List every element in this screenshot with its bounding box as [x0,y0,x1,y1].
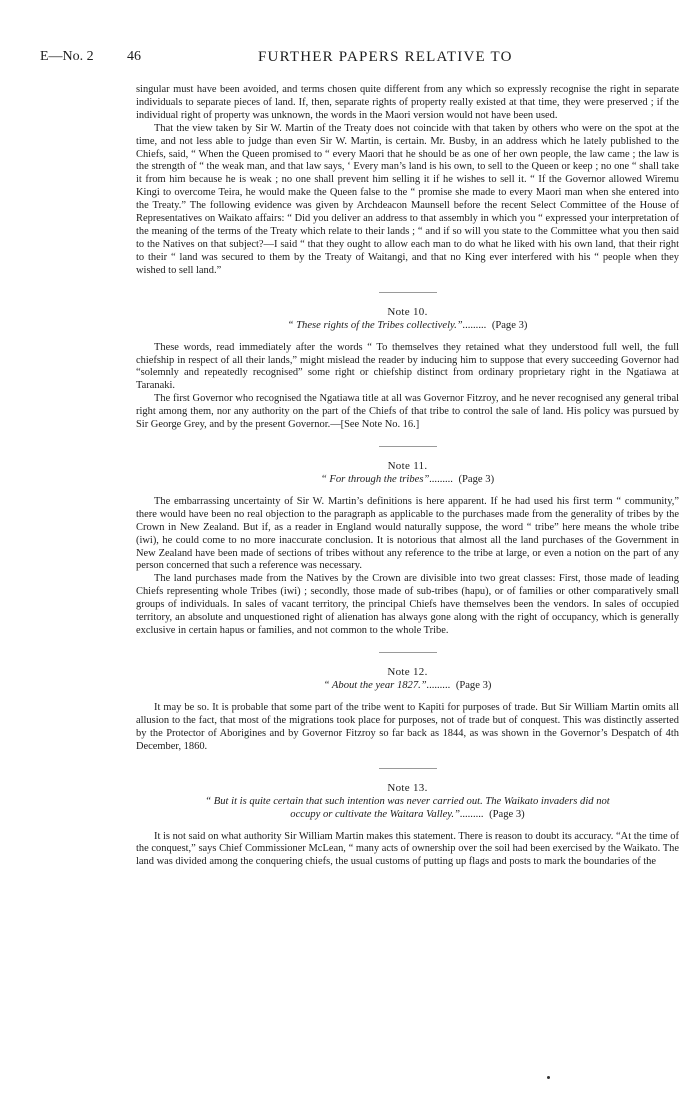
note-quote: occupy or cultivate the Waitara Valley.”......... [290,808,484,820]
note-quote: “ These rights of the Tribes collectively.”......... [287,319,487,331]
separator-rule [379,652,437,653]
note-page-ref: (Page 3) [458,473,495,485]
paragraph: The embarrassing uncertainty of Sir W. Martin’s definitions is here apparent. If he had used his first term “ community,” there would have been no real objection to the paragraph as applicable to the purchases made from the generality of tribes by the Crown in New Zealand. But if, as a reader in England would naturally suppose, the word “ tribe” here means the whole tribe (iwi), he could come to no more inaccurate conclusion. It is notorious that almost all the land purchases of the Government in New Zealand have been made of sections of tribes without any reference to the tribe at large, or even a notion on the part of any person concerned that such a reference was necessary. [136,495,679,572]
note-quote: “ About the year 1827.”......... [323,679,451,691]
separator-rule [379,446,437,447]
paragraph: It is not said on what authority Sir William Martin makes this statement. There is reason to doubt its accuracy. “At the time of the conquest,” says Chief Commissioner McLean, “ many acts of ownership over the soil had been exercised by the Waikato. The land was divided among the conquering chiefs, the usual customs of putting up flags and posts to mark the boundaries of the [136,830,679,868]
paragraph: It may be so. It is probable that some part of the tribe went to Kapiti for purposes of trade. But Sir William Martin omits all allusion to the fact, that most of the migrations took place for purposes, not of trade but of conquest. This was distinctly asserted by the Protector of Aborigines and by Governor Fitzroy so far back as 1844, as was shown in the Governor’s Despatch of 4th December, 1860. [136,701,679,752]
note-title: Note 10. [387,305,428,318]
running-title: FURTHER PAPERS RELATIVE TO [258,49,513,65]
document-code: E—No. 2 [40,49,94,64]
note-section [136,781,679,870]
page-number: 46 [127,49,141,64]
paragraph: That the view taken by Sir W. Martin of the Treaty does not coincide with that taken by others who were on the spot at the time, and not less able to judge than even Sir W. Martin, is certain. Mr. Busby, in an address which he lately published to the Chiefs, said, “ When the Queen promised to “ every Maori that he should be as one of her own people, the law came ; the law is the strength of “ the weak man, and that law says, ‘ Every man’s land is his own, to sell to the Queen or keep ; no one “ shall take it from him because he is weak ; no one shall prevent him selling it if he wishes to sell it. “ If the Governor allowed Wiremu Kingi to overcome Teira, he would make the Queen false to the “ promise she made to every Maori man when she entered into the Treaty.” The following evidence was given by Archdeacon Maunsell before the recent Select Committee of the House of Representatives on Waikato affairs: “ Did you deliver an address to that assembly in which you “ expressed your interpretation of the meaning of the terms of the Treaty which relate to their lands ; “ and if so will you state to the Committee what you then said to the Natives on that subject?—I said “ that they ought to allow each man to do what he liked with his own land, that their right to their “ land was secured to them by the Treaty of Waitangi, and that no King ever interfered with his “ people when they wished to sell land.” [136,122,679,276]
note-title: Note 11. [387,459,428,472]
note-subtitle [136,679,679,692]
separator-rule [379,292,437,293]
note-quote: “ But it is quite certain that such intention was never carried out. The Waikato invaders did not [205,795,610,807]
ink-speck [547,1076,550,1079]
note-page-ref: (Page 3) [489,808,525,820]
note-subtitle [136,473,679,486]
note-title: Note 12. [387,665,428,678]
note-subtitle [136,319,679,332]
note-section [136,665,679,754]
note-subtitle [136,808,679,821]
paragraph: These words, read immediately after the words “ To themselves they retained what they understood full well, the full chiefship in respect of all their lands,” might mislead the reader by inducing him to suppose that every succeeding Governor had “solemnly and repeatedly recognised” some right or chiefship distinct from ordinary proprietary right in the Ngatiawa at Taranaki. [136,341,679,392]
separator-rule [379,768,437,769]
note-title: Note 13. [387,781,428,794]
page-body [136,84,679,869]
note-subtitle [136,795,679,808]
note-page-ref: (Page 3) [491,319,528,331]
note-section [136,459,679,638]
page-header [0,49,700,69]
paragraph: singular must have been avoided, and terms chosen quite different from any which so expressly recognise the right in separate individuals to separate pieces of land. If, then, separate rights of property really existed at that time, they were preserved ; if the individual right of property was unknown, the words in the Maori version would not have been used. [136,84,679,121]
paragraph: The first Governor who recognised the Ngatiawa title at all was Governor Fitzroy, and he never recognised any general tribal right among them, nor any authority on the part of the Chiefs of that tribe to control the sale of land. His policy was pursued by Sir George Grey, and by the present Governor.—[See Note No. 16.] [136,393,679,431]
note-section [136,305,679,432]
note-page-ref: (Page 3) [455,679,492,691]
note-quote: “ For through the tribes”......... [320,473,454,485]
paragraph: The land purchases made from the Natives by the Crown are divisible into two great classes: First, those made of leading Chiefs representing whole Tribes (iwi) ; secondly, those made of sub-tribes (hapu), or of families or other comparatively small groups of individuals. In sales of vacant territory, the principal Chiefs have themselves been the vendors. In sales of occupied territory, an absolute and unquestioned right of alienation has always gone along with the right of occupancy, which is generally exclusive in certain hapus or families, and not common to the whole Tribe. [136,573,679,636]
